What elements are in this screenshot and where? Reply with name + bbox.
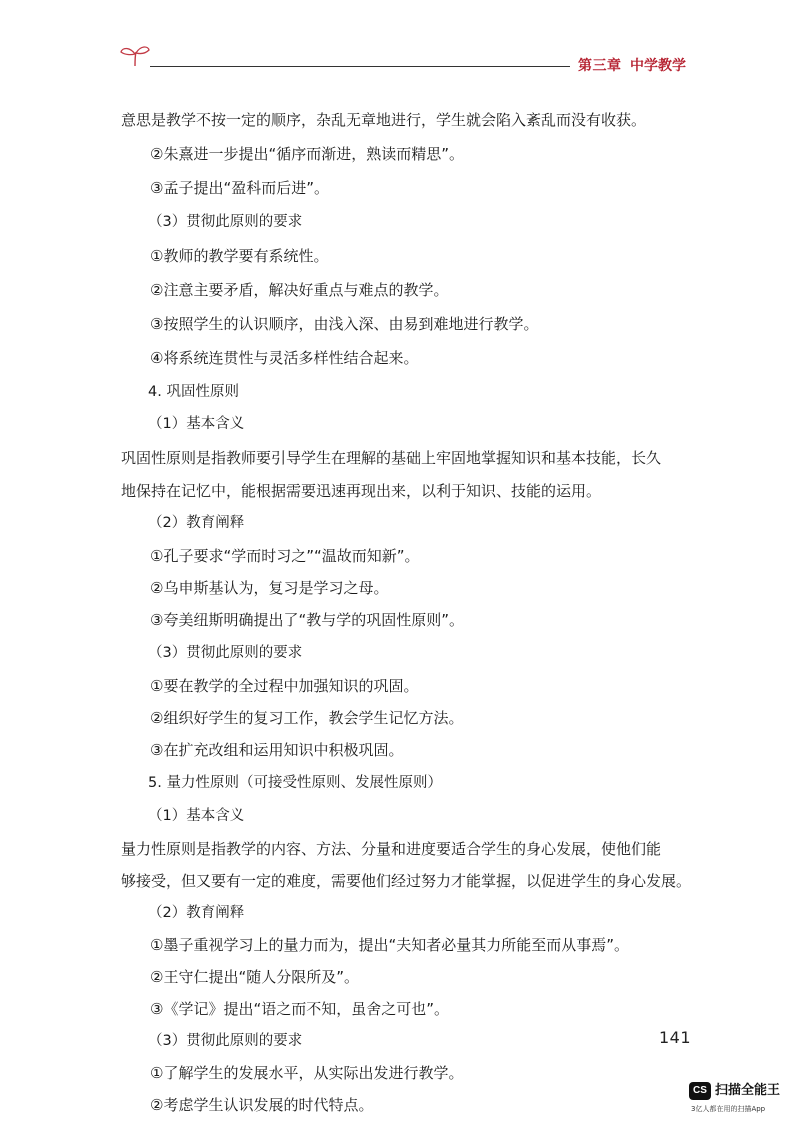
list-item: ①墨子重视学习上的量力而为，提出“夫知者必量其力所能至而从事焉”。 xyxy=(150,936,629,954)
watermark-name: 扫描全能王 xyxy=(715,1083,781,1098)
subheading: （1）基本含义 xyxy=(148,808,245,824)
list-item: ④将系统连贯性与灵活多样性结合起来。 xyxy=(150,349,419,367)
paragraph-line: 够接受，但又要有一定的难度，需要他们经过努力才能掌握，以促进学生的身心发展。 xyxy=(121,872,692,890)
page-number: 141 xyxy=(659,1028,692,1047)
list-item: ②考虑学生认识发展的时代特点。 xyxy=(150,1096,374,1114)
subheading: （3）贯彻此原则的要求 xyxy=(148,645,303,661)
list-item: ①教师的教学要有系统性。 xyxy=(150,247,329,265)
list-item: ①孔子要求“学而时习之”“温故而知新”。 xyxy=(150,547,420,565)
paragraph-line: 意思是教学不按一定的顺序，杂乱无章地进行，学生就会陷入紊乱而没有收获。 xyxy=(121,111,647,129)
camscanner-logo-icon: CS xyxy=(689,1082,711,1100)
list-item: ①了解学生的发展水平，从实际出发进行教学。 xyxy=(150,1064,464,1082)
chapter-title: 中学教学 xyxy=(630,58,686,74)
list-item: ③夸美纽斯明确提出了“教与学的巩固性原则”。 xyxy=(150,611,464,629)
paragraph-line: 量力性原则是指教学的内容、方法、分量和进度要适合学生的身心发展，使他们能 xyxy=(121,840,662,858)
subheading: （3）贯彻此原则的要求 xyxy=(148,1033,303,1049)
section-heading: 5. 量力性原则（可接受性原则、发展性原则） xyxy=(148,775,442,791)
paragraph-line: 巩固性原则是指教师要引导学生在理解的基础上牢固地掌握知识和基本技能，长久 xyxy=(121,449,662,467)
list-item: ②朱熹进一步提出“循序而渐进，熟读而精思”。 xyxy=(150,145,464,163)
list-item: ③按照学生的认识顺序，由浅入深、由易到难地进行教学。 xyxy=(150,315,539,333)
chapter-label: 第三章 xyxy=(578,58,622,74)
list-item: ②乌申斯基认为，复习是学习之母。 xyxy=(150,579,389,597)
list-item: ③《学记》提出“语之而不知，虽舍之可也”。 xyxy=(150,1000,449,1018)
header-rule xyxy=(150,66,570,67)
watermark-tagline: 3亿人都在用的扫描App xyxy=(691,1105,766,1113)
scanner-watermark xyxy=(689,1082,799,1122)
list-item: ②王守仁提出“随人分限所及”。 xyxy=(150,968,359,986)
list-item: ①要在教学的全过程中加强知识的巩固。 xyxy=(150,677,419,695)
section-heading: 4. 巩固性原则 xyxy=(148,384,239,400)
list-item: ②注意主要矛盾，解决好重点与难点的教学。 xyxy=(150,281,449,299)
paragraph-line: 地保持在记忆中，能根据需要迅速再现出来，以利于知识、技能的运用。 xyxy=(121,482,602,500)
sprout-ornament-icon xyxy=(117,40,153,70)
subheading: （2）教育阐释 xyxy=(148,515,245,531)
subheading: （3）贯彻此原则的要求 xyxy=(148,214,303,230)
subheading: （1）基本含义 xyxy=(148,416,245,432)
subheading: （2）教育阐释 xyxy=(148,905,245,921)
list-item: ③在扩充改组和运用知识中积极巩固。 xyxy=(150,741,404,759)
list-item: ②组织好学生的复习工作，教会学生记忆方法。 xyxy=(150,709,464,727)
list-item: ③孟子提出“盈科而后进”。 xyxy=(150,179,329,197)
